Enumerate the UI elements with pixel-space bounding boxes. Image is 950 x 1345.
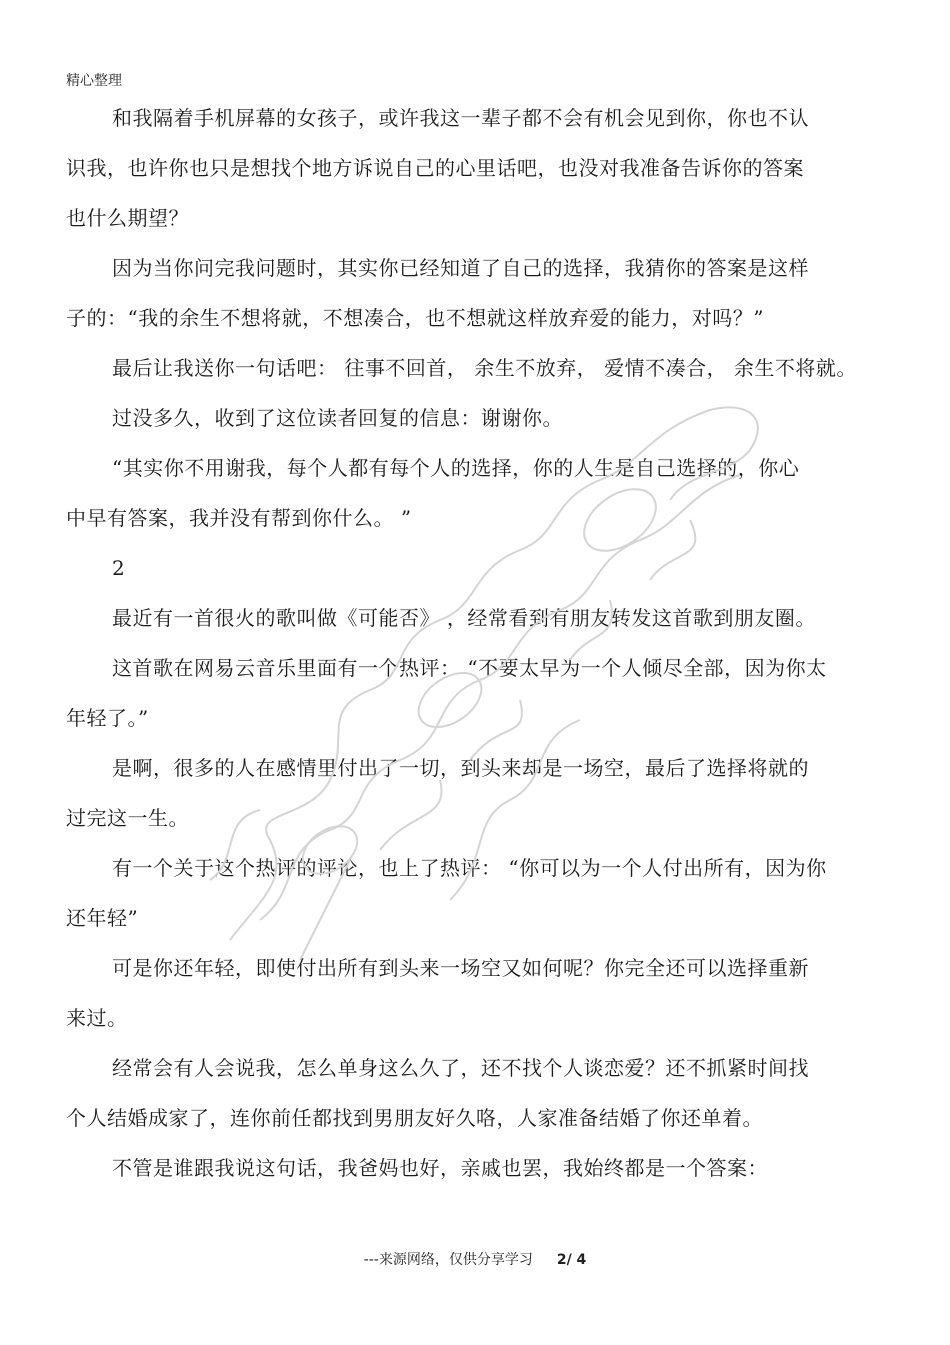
text-line: 最近有一首很火的歌叫做《可能否》 ，经常看到有朋友转发这首歌到朋友圈。 bbox=[112, 606, 816, 630]
text-line: 是啊，很多的人在感情里付出了一切，到头来却是一场空，最后了选择将就的 bbox=[112, 756, 809, 780]
section-number: 2 bbox=[112, 556, 126, 580]
text-line: 因为当你问完我问题时，其实你已经知道了自己的选择，我猜你的答案是这样 bbox=[112, 256, 809, 280]
text-line: 子的：“我的余生不想将就，不想凑合，也不想就这样放弃爱的能力，对吗？” bbox=[66, 306, 764, 330]
page-number: 2/ 4 bbox=[556, 1252, 587, 1268]
text-line: 有一个关于这个热评的评论，也上了热评： “你可以为一个人付出所有，因为你 bbox=[112, 856, 827, 880]
text-line: 年轻了。” bbox=[66, 706, 149, 730]
text-line: 还年轻” bbox=[66, 906, 139, 930]
text-line: 中早有答案，我并没有帮到你什么。 ” bbox=[66, 506, 412, 530]
text-line: 这首歌在网易云音乐里面有一个热评： “不要太早为一个人倾尽全部，因为你太 bbox=[112, 656, 827, 680]
text-line: “其实你不用谢我，每个人都有每个人的选择，你的人生是自己选择的，你心 bbox=[112, 456, 800, 480]
text-line: 经常会有人会说我，怎么单身这么久了，还不找个人谈恋爱？还不抓紧时间找 bbox=[112, 1056, 809, 1080]
text-line: 不管是谁跟我说这句话，我爸妈也好，亲戚也罢，我始终都是一个答案： bbox=[112, 1156, 768, 1180]
text-line: 过没多久，收到了这位读者回复的信息：谢谢你。 bbox=[112, 406, 563, 430]
footer-source: ---来源网络，仅供分享学习 bbox=[363, 1252, 533, 1268]
text-line: 过完这一生。 bbox=[66, 806, 189, 830]
page-footer bbox=[0, 1249, 950, 1269]
text-line: 也什么期望？ bbox=[66, 206, 189, 230]
text-line: 识我，也许你也只是想找个地方诉说自己的心里话吧，也没对我准备告诉你的答案 bbox=[66, 156, 804, 180]
text-line: 个人结婚成家了，连你前任都找到男朋友好久咯，人家准备结婚了你还单着。 bbox=[66, 1106, 763, 1130]
page-header: 精心整理 bbox=[66, 73, 122, 89]
text-line: 和我隔着手机屏幕的女孩子，或许我这一辈子都不会有机会见到你，你也不认 bbox=[112, 106, 809, 130]
text-line: 来过。 bbox=[66, 1006, 128, 1030]
text-line: 可是你还年轻，即使付出所有到头来一场空又如何呢？你完全还可以选择重新 bbox=[112, 956, 809, 980]
text-line: 最后让我送你一句话吧： 往事不回首， 余生不放弃， 爱情不凑合， 余生不将就。 bbox=[112, 356, 857, 380]
